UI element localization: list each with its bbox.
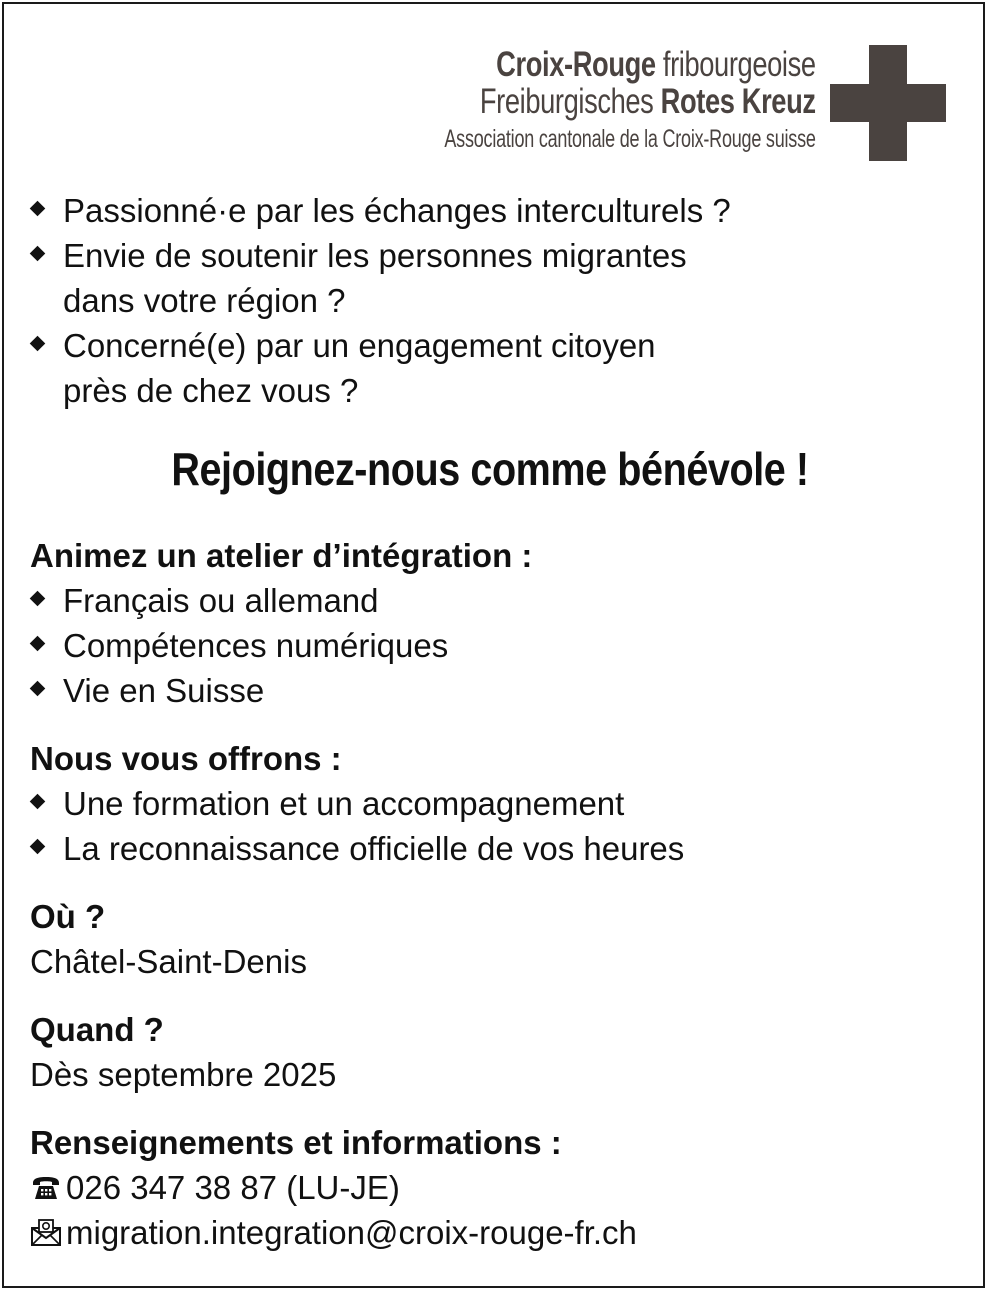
logo-line-2-bold: Rotes Kreuz [660,82,816,121]
offer-item-label: Une formation et un accompagnement [63,785,625,822]
contact-email-value[interactable]: migration.integration@croix-rouge-fr.ch [66,1214,637,1251]
diamond-bullet-icon [30,636,46,652]
workshop-item [30,668,950,713]
diamond-bullet-icon [30,246,46,262]
workshop-item-label: Compétences numériques [63,627,449,664]
red-cross-icon [830,45,946,161]
intro-question-2: Envie de soutenir les personnes migrantes [63,237,687,274]
logo-line-2-light: Freiburgisches [480,82,654,121]
where-title: Où ? [30,898,106,935]
logo-wordmark [300,46,816,154]
diamond-bullet-icon [30,201,46,217]
diamond-bullet-icon [30,591,46,607]
contact-title: Renseignements et informations : [30,1124,562,1161]
intro-item [30,188,950,233]
intro-question-3-continued: près de chez vous ? [63,372,359,409]
headline: Rejoignez-nous comme bénévole ! [171,443,809,495]
where-value: Châtel-Saint-Denis [30,943,307,980]
logo-line-1-bold: Croix-Rouge [496,45,657,84]
diamond-bullet-icon [30,681,46,697]
envelope-icon [30,1219,62,1247]
when-value: Dès septembre 2025 [30,1056,337,1093]
intro-question-1: Passionné·e par les échanges interculturels ? [63,192,731,229]
contact-email [30,1210,950,1255]
intro-question-2-continued: dans votre région ? [63,282,346,319]
offer-item-label: La reconnaissance officielle de vos heures [63,830,685,867]
intro-question-3: Concerné(e) par un engagement citoyen [63,327,656,364]
workshop-item [30,623,950,668]
workshops-title: Animez un atelier d’intégration : [30,537,533,574]
contact-phone [30,1165,950,1210]
logo-line-2 [414,83,816,120]
offer-item [30,826,950,871]
when-title: Quand ? [30,1011,164,1048]
contact-phone-value: 026 347 38 87 (LU-JE) [66,1169,400,1206]
logo-line-1 [414,46,816,83]
intro-item [30,233,950,278]
workshop-item [30,578,950,623]
offer-item [30,781,950,826]
logo-tagline: Association cantonale de la Croix-Rouge suisse [444,125,816,153]
ad-content [30,188,950,1255]
diamond-bullet-icon [30,336,46,352]
telephone-icon [30,1174,62,1202]
offer-title: Nous vous offrons : [30,740,342,777]
diamond-bullet-icon [30,794,46,810]
workshop-item-label: Français ou allemand [63,582,379,619]
diamond-bullet-icon [30,839,46,855]
logo-line-1-light: fribourgeoise [663,45,816,84]
workshop-item-label: Vie en Suisse [63,672,265,709]
intro-item [30,323,950,368]
